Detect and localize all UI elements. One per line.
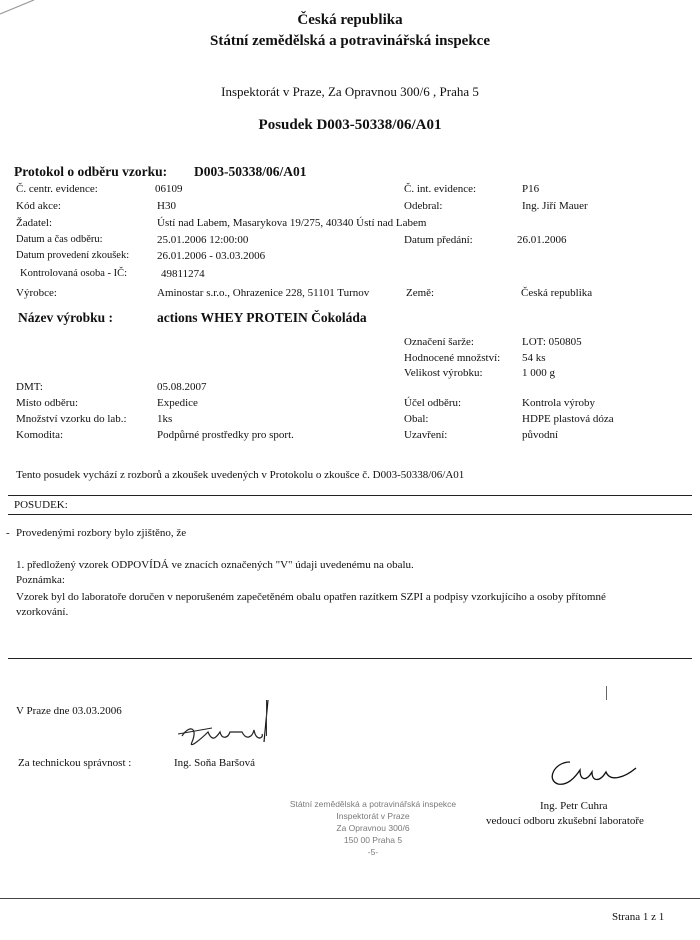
batch-label: Označení šarže: [404, 336, 474, 348]
product-name-value: actions WHEY PROTEIN Čokoláda [157, 310, 367, 325]
sample-amount-label: Množství vzorku do lab.: [16, 413, 127, 425]
assessment-top-rule [8, 495, 692, 496]
note-line-1: Vzorek byl do laboratoře doručen v neporušeném zapečetěném obalu opatřen razítkem SZPI a podpisy vzorkujícího a osoby přítomné [16, 591, 606, 603]
action-code-value: H30 [157, 200, 176, 212]
assessment-bottom-rule [8, 658, 692, 659]
country-heading: Česká republika [297, 12, 403, 28]
commodity-label: Komodita: [16, 429, 64, 441]
report-title: Posudek D003-50338/06/A01 [258, 117, 442, 133]
int-evidence-value: P16 [522, 183, 540, 195]
protocol-heading-value: D003-50338/06/A01 [194, 164, 307, 179]
conclusion-text: 1. předložený vzorek ODPOVÍDÁ ve znacích označených "V" údaji uvedenému na obalu. [16, 559, 414, 571]
quantity-label: Hodnocené množství: [404, 352, 501, 364]
applicant-value: Ústí nad Labem, Masarykova 19/275, 40340 Ústí nad Labem [157, 217, 427, 229]
sampled-by-value: Ing. Jiří Mauer [522, 200, 588, 212]
producer-value: Aminostar s.r.o., Ohrazenice 228, 51101 Turnov [157, 287, 370, 299]
packaging-value: HDPE plastová dóza [522, 413, 614, 425]
technical-approver-name: Ing. Soňa Baršová [174, 757, 255, 769]
sampling-place-label: Místo odběru: [16, 397, 79, 409]
product-size-label: Velikost výrobku: [404, 367, 483, 379]
note-label: Poznámka: [16, 574, 65, 586]
purpose-label: Účel odběru: [404, 397, 462, 409]
head-role: vedoucí odboru zkušební laboratoře [486, 815, 644, 827]
handover-date-value: 26.01.2006 [517, 234, 567, 246]
sampling-datetime-value: 25.01.2006 12:00:00 [157, 234, 249, 246]
country-label: Země: [406, 287, 435, 299]
inspectorate-stamp [268, 798, 478, 858]
dmt-value: 05.08.2007 [157, 381, 207, 393]
central-evidence-value: 06109 [155, 183, 183, 195]
testing-date-label: Datum provedení zkoušek: [16, 250, 130, 261]
signature-cuhra [540, 748, 660, 798]
batch-value: LOT: 050805 [522, 336, 582, 348]
assessment-heading: POSUDEK: [14, 499, 68, 511]
testing-date-value: 26.01.2006 - 03.03.2006 [157, 250, 266, 262]
applicant-label: Žadatel: [16, 217, 53, 229]
sample-amount-value: 1ks [157, 413, 173, 425]
stamp-line-1: Státní zemědělská a potravinářská inspekce [289, 799, 457, 809]
technical-approval-label: Za technickou správnost : [18, 757, 132, 769]
inspectorate-address: Inspektorát v Praze, Za Opravnou 300/6 , Praha 5 [221, 84, 479, 99]
sampled-by-label: Odebral: [404, 200, 443, 212]
dmt-label: DMT: [16, 381, 43, 393]
producer-label: Výrobce: [16, 287, 57, 299]
finding-bullet: - [6, 527, 10, 539]
scan-artifact-mark [606, 686, 607, 700]
footer-rule [0, 898, 700, 899]
finding-text: Provedenými rozbory bylo zjištěno, že [16, 527, 187, 539]
stamp-line-5: -5- [367, 847, 379, 857]
basis-sentence: Tento posudek vychází z rozborů a zkoušek uvedených v Protokolu o zkoušce č. D003-50338/06/A01 [16, 469, 465, 481]
stamp-line-2: Inspektorát v Praze [336, 811, 410, 821]
sampling-place-value: Expedice [157, 397, 198, 409]
scan-artifact-mark [266, 700, 267, 736]
authority-heading: Státní zemědělská a potravinářská inspekce [209, 33, 490, 49]
controlled-person-label: Kontrolovaná osoba - IČ: [20, 268, 128, 279]
stamp-line-4: 150 00 Praha 5 [343, 835, 403, 845]
central-evidence-label: Č. centr. evidence: [16, 183, 98, 195]
protocol-heading-label: Protokol o odběru vzorku: [14, 164, 168, 179]
controlled-person-value: 49811274 [161, 268, 205, 280]
stamp-line-3: Za Opravnou 300/6 [336, 823, 410, 833]
int-evidence-label: Č. int. evidence: [404, 183, 477, 195]
closure-label: Uzavření: [404, 429, 448, 441]
product-name-label: Název výrobku : [18, 310, 114, 325]
handover-date-label: Datum předání: [404, 234, 473, 246]
action-code-label: Kód akce: [16, 200, 61, 212]
place-date: V Praze dne 03.03.2006 [16, 705, 122, 717]
quantity-value: 54 ks [522, 352, 546, 364]
commodity-value: Podpůrné prostředky pro sport. [157, 429, 294, 441]
closure-value: původní [522, 429, 559, 441]
note-line-2: vzorkování. [16, 606, 69, 618]
purpose-value: Kontrola výroby [522, 397, 596, 409]
product-size-value: 1 000 g [522, 367, 555, 379]
sampling-datetime-label: Datum a čas odběru: [16, 234, 103, 245]
country-value: Česká republika [521, 287, 593, 299]
page-number: Strana 1 z 1 [612, 911, 665, 923]
packaging-label: Obal: [404, 413, 429, 425]
assessment-header-rule [8, 514, 692, 515]
head-name: Ing. Petr Cuhra [540, 800, 608, 812]
